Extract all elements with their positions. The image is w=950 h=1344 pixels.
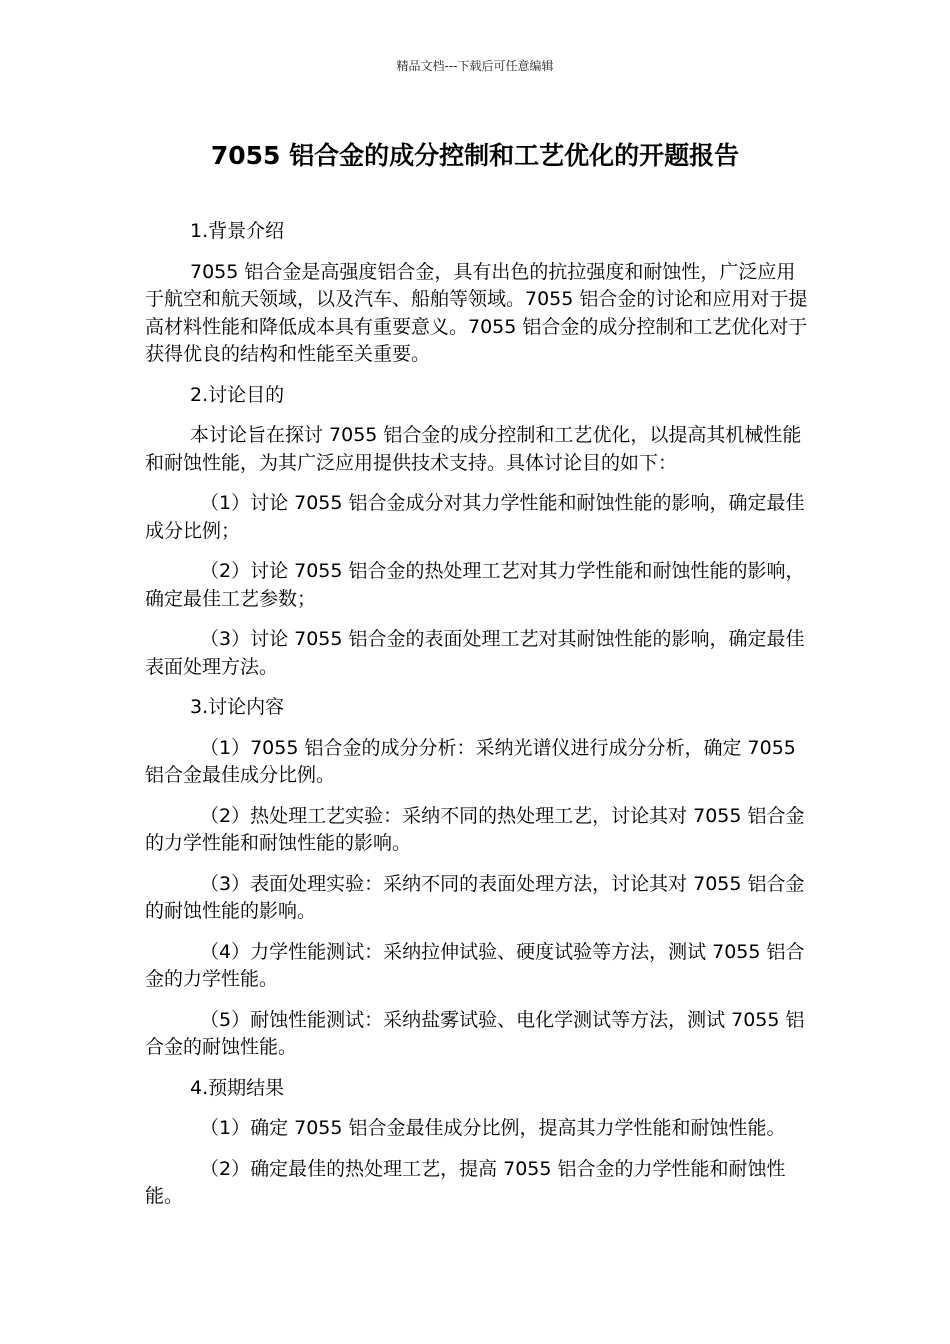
section-heading-content: 3.讨论内容 — [190, 696, 285, 718]
page-header: 精品文档---下载后可任意编辑 — [396, 59, 554, 73]
content-item: （4）力学性能测试：采纳拉伸试验、硬度试验等方法，测试 7055 铝合金的力学性能。 — [145, 940, 805, 990]
section-heading-background: 1.背景介绍 — [190, 220, 285, 242]
objective-item: （1）讨论 7055 铝合金成分对其力学性能和耐蚀性能的影响，确定最佳成分比例； — [145, 492, 805, 542]
section-heading-results: 4.预期结果 — [190, 1076, 285, 1099]
document-body — [145, 218, 810, 1211]
result-item: （1）确定 7055 铝合金最佳成分比例，提高其力学性能和耐蚀性能。 — [200, 1117, 786, 1139]
objectives-paragraph: 本讨论旨在探讨 7055 铝合金的成分控制和工艺优化，以提高其机械性能和耐蚀性能，为其广泛应用提供技术支持。具体讨论目的如下： — [145, 424, 802, 474]
objective-item: （3）讨论 7055 铝合金的表面处理工艺对其耐蚀性能的影响，确定最佳表面处理方法。 — [145, 628, 805, 678]
section-heading-objectives: 2.讨论目的 — [190, 383, 285, 406]
document-title: 7055 铝合金的成分控制和工艺优化的开题报告 — [210, 141, 740, 170]
content-item: （3）表面处理实验：采纳不同的表面处理方法，讨论其对 7055 铝合金的耐蚀性能的影响。 — [145, 872, 805, 922]
result-item: （2）确定最佳的热处理工艺，提高 7055 铝合金的力学性能和耐蚀性能。 — [145, 1157, 786, 1207]
objective-item: （2）讨论 7055 铝合金的热处理工艺对其力学性能和耐蚀性能的影响，确定最佳工艺参数； — [145, 560, 805, 610]
background-paragraph: 7055 铝合金是高强度铝合金，具有出色的抗拉强度和耐蚀性，广泛应用于航空和航天领域，以及汽车、船舶等领域。7055 铝合金的讨论和应用对于提高材料性能和降低成本具有重要意义。7055 铝合金的成分控制和工艺优化对于获得优良的结构和性能至关重要。 — [145, 260, 808, 365]
content-item: （1）7055 铝合金的成分分析：采纳光谱仪进行成分分析，确定 7055 铝合金最佳成分比例。 — [145, 736, 796, 786]
content-item: （5）耐蚀性能测试：采纳盐雾试验、电化学测试等方法，测试 7055 铝合金的耐蚀性能。 — [145, 1008, 805, 1058]
content-item: （2）热处理工艺实验：采纳不同的热处理工艺，讨论其对 7055 铝合金的力学性能和耐蚀性能的影响。 — [145, 804, 805, 854]
